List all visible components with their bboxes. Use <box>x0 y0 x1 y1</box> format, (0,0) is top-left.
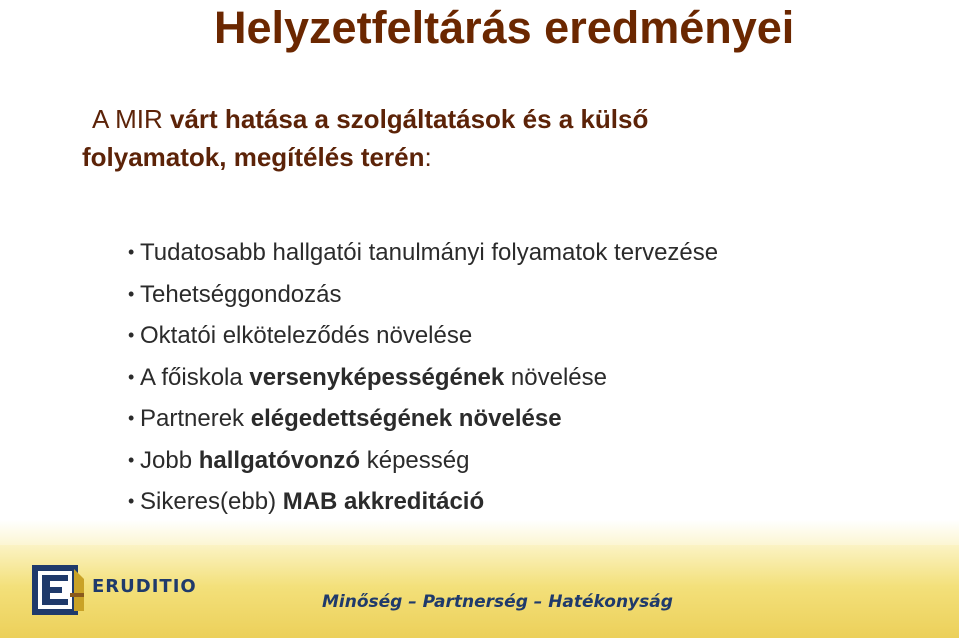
bullet-dot: • <box>128 283 135 304</box>
intro-bold-2: folyamatok, megítélés terén <box>82 142 425 172</box>
list-item <box>128 274 718 316</box>
footer-tagline: Minőség – Partnerség – Hatékonyság <box>322 592 673 612</box>
bullet-bold: MAB akkreditáció <box>282 488 485 515</box>
bullet-text-end: növelése <box>504 363 608 391</box>
bullet-text: Jobb <box>140 446 199 474</box>
intro-line-1 <box>82 100 842 138</box>
bullet-text-end: képesség <box>360 446 470 474</box>
bullet-text: A főiskola <box>140 363 250 391</box>
bullet-text: Oktatói elköteleződés növelése <box>140 322 473 349</box>
bullet-dot: • <box>128 325 135 345</box>
bullet-text: Sikeres(ebb) <box>140 488 283 515</box>
bullet-dot: • <box>128 449 135 470</box>
bullet-text: Tehetséggondozás <box>140 280 342 308</box>
eruditio-logo-icon <box>30 563 86 617</box>
intro-text <box>82 100 842 176</box>
bullet-dot: • <box>128 366 135 387</box>
bullet-text: Partnerek <box>140 405 251 432</box>
list-item <box>128 315 718 357</box>
intro-suffix: : <box>424 142 432 172</box>
bullet-dot: • <box>128 491 135 511</box>
bullet-text: Tudatosabb hallgatói tanulmányi folyamatok tervezése <box>140 239 719 266</box>
bullet-list <box>128 232 718 523</box>
list-item <box>128 481 718 523</box>
bullet-bold: hallgatóvonzó <box>198 446 361 474</box>
list-item <box>128 357 718 399</box>
list-item <box>128 398 718 440</box>
intro-line-2 <box>82 138 842 176</box>
bullet-dot: • <box>128 242 135 262</box>
slide-title: Helyzetfeltárás eredményei <box>214 2 795 53</box>
bullet-bold: versenyképességének <box>249 363 505 391</box>
intro-bold-1: várt hatása a szolgáltatások és a külső <box>170 104 649 134</box>
bullet-bold: elégedettségének növelése <box>250 405 562 432</box>
list-item <box>128 440 718 482</box>
bullet-dot: • <box>128 408 135 428</box>
list-item <box>128 232 718 274</box>
intro-prefix: A MIR <box>92 104 171 134</box>
logo-wordmark: ERUDITIO <box>92 576 197 597</box>
